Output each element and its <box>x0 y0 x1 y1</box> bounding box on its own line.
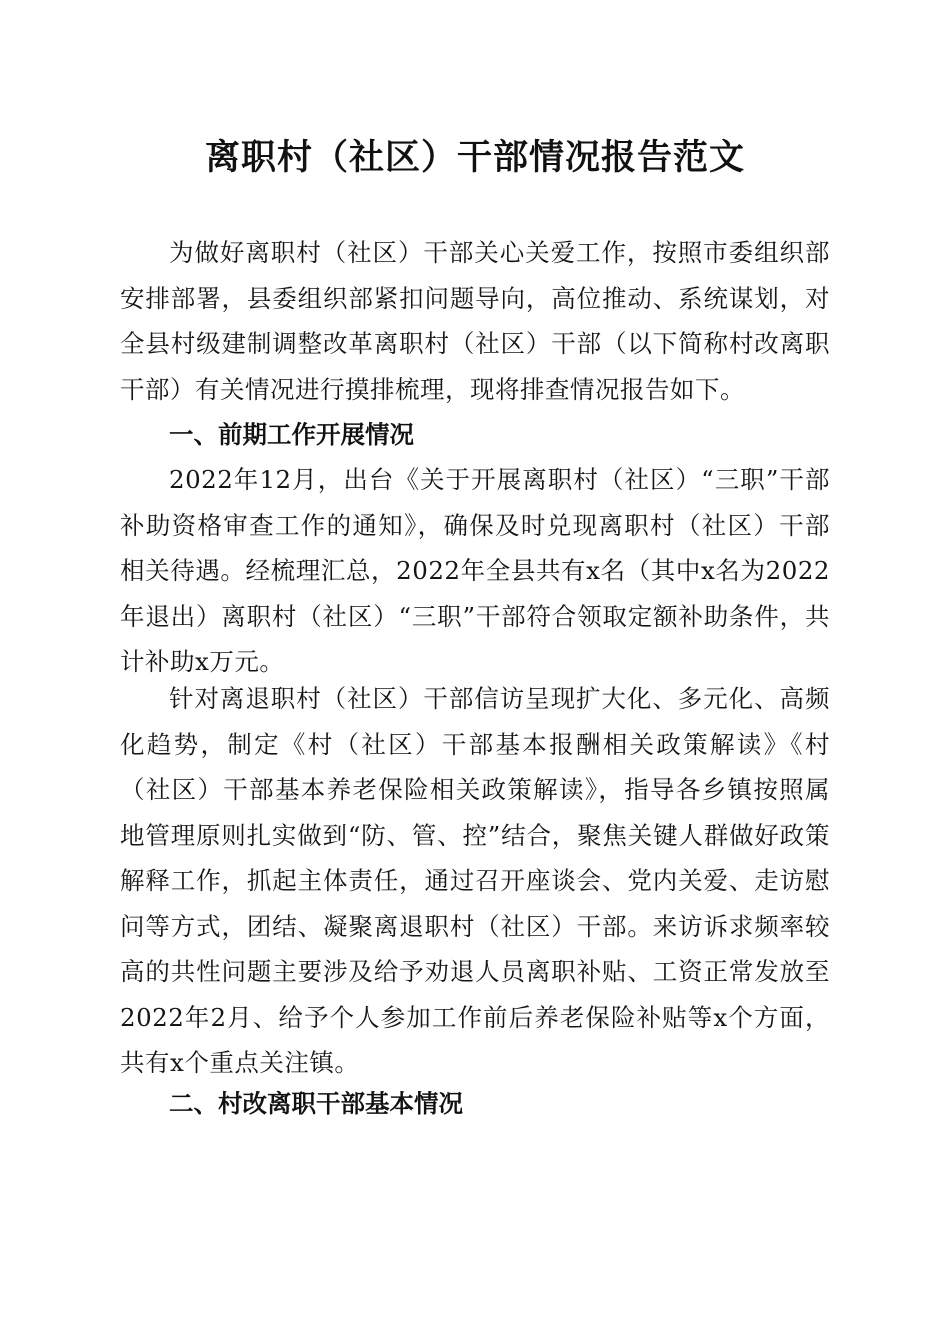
paragraph-subsidy: 2022年12月，出台《关于开展离职村（社区）“三职”干部补助资格审查工作的通知》，确保及时兑现离职村（社区）干部相关待遇。经梳理汇总，2022年全县共有x名（其中x名为2022年退出）离职村（社区）“三职”干部符合领取定额补助条件，共计补助x万元。 <box>120 465 830 676</box>
section-heading-2: 二、村改离职干部基本情况 <box>169 1089 463 1118</box>
section-heading-1: 一、前期工作开展情况 <box>169 420 414 449</box>
paragraph-petitions: 针对离退职村（社区）干部信访呈现扩大化、多元化、高频化趋势，制定《村（社区）干部基本报酬相关政策解读》《村（社区）干部基本养老保险相关政策解读》，指导各乡镇按照属地管理原则扎实做到“防、管、控”结合，聚焦关键人群做好政策解释工作，抓起主体责任，通过召开座谈会、党内关爱、走访慰问等方式，团结、凝聚离退职村（社区）干部。来访诉求频率较高的共性问题主要涉及给予劝退人员离职补贴、工资正常发放至2022年2月、给予个人参加工作前后养老保险补贴等x个方面，共有x个重点关注镇。 <box>120 684 830 1077</box>
paragraph-intro: 为做好离职村（社区）干部关心关爱工作，按照市委组织部安排部署，县委组织部紧扣问题导向，高位推动、系统谋划，对全县村级建制调整改革离职村（社区）干部（以下简称村改离职干部）有关情况进行摸排梳理，现将排查情况报告如下。 <box>120 238 830 404</box>
document-title: 离职村（社区）干部情况报告范文 <box>204 138 745 178</box>
